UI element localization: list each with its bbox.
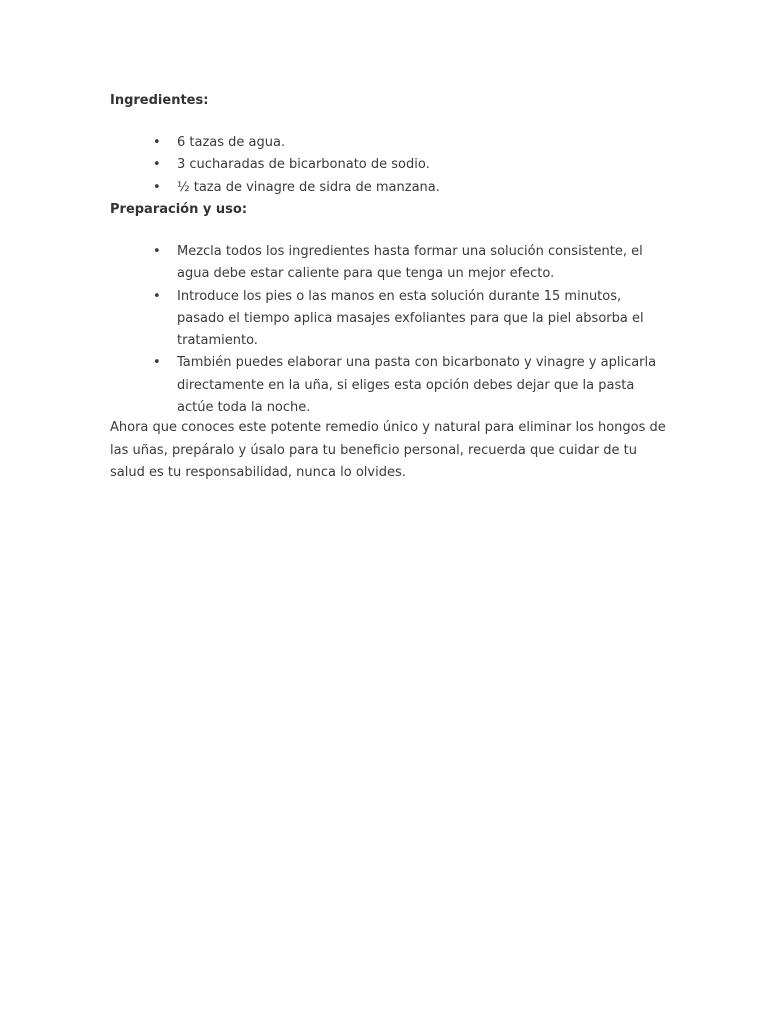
step-item (110, 286, 670, 353)
ingredient-item (110, 132, 670, 154)
step-item (110, 241, 670, 286)
ingredients-list (110, 132, 670, 199)
ingredient-item (110, 177, 670, 199)
ingredient-text: 6 tazas de agua. (177, 135, 286, 150)
step-item (110, 352, 670, 419)
step-text: También puedes elaborar una pasta con bicarbonato y vinagre y aplicarla directamente en la uña, si eliges esta opción debes dejar que la pasta actúe toda la noche. (177, 355, 657, 416)
bullet-icon: • (153, 355, 161, 371)
step-text: Introduce los pies o las manos en esta solución durante 15 minutos, pasado el tiempo aplica masajes exfoliantes para que la piel absorba el tratamiento. (177, 288, 644, 349)
ingredient-item (110, 154, 670, 176)
ingredient-text: 3 cucharadas de bicarbonato de sodio. (177, 157, 430, 173)
closing-paragraph: Ahora que conoces este potente remedio único y natural para eliminar los hongos de las uñas, prepáralo y úsalo para tu beneficio personal, recuerda que cuidar de tu salud es tu responsabilidad, nunca lo olvides. (110, 420, 666, 480)
step-text: Mezcla todos los ingredientes hasta formar una solución consistente, el agua debe estar caliente para que tenga un mejor efecto. (177, 244, 643, 282)
ingredients-heading: Ingredientes: (110, 93, 209, 108)
bullet-icon: • (153, 157, 161, 173)
steps-list (110, 241, 670, 419)
bullet-icon: • (153, 179, 161, 195)
bullet-icon: • (153, 244, 161, 259)
preparation-heading: Preparación y uso: (110, 202, 248, 217)
ingredient-text: ½ taza de vinagre de sidra de manzana. (177, 179, 440, 195)
bullet-icon: • (153, 288, 161, 304)
bullet-icon: • (153, 135, 161, 150)
